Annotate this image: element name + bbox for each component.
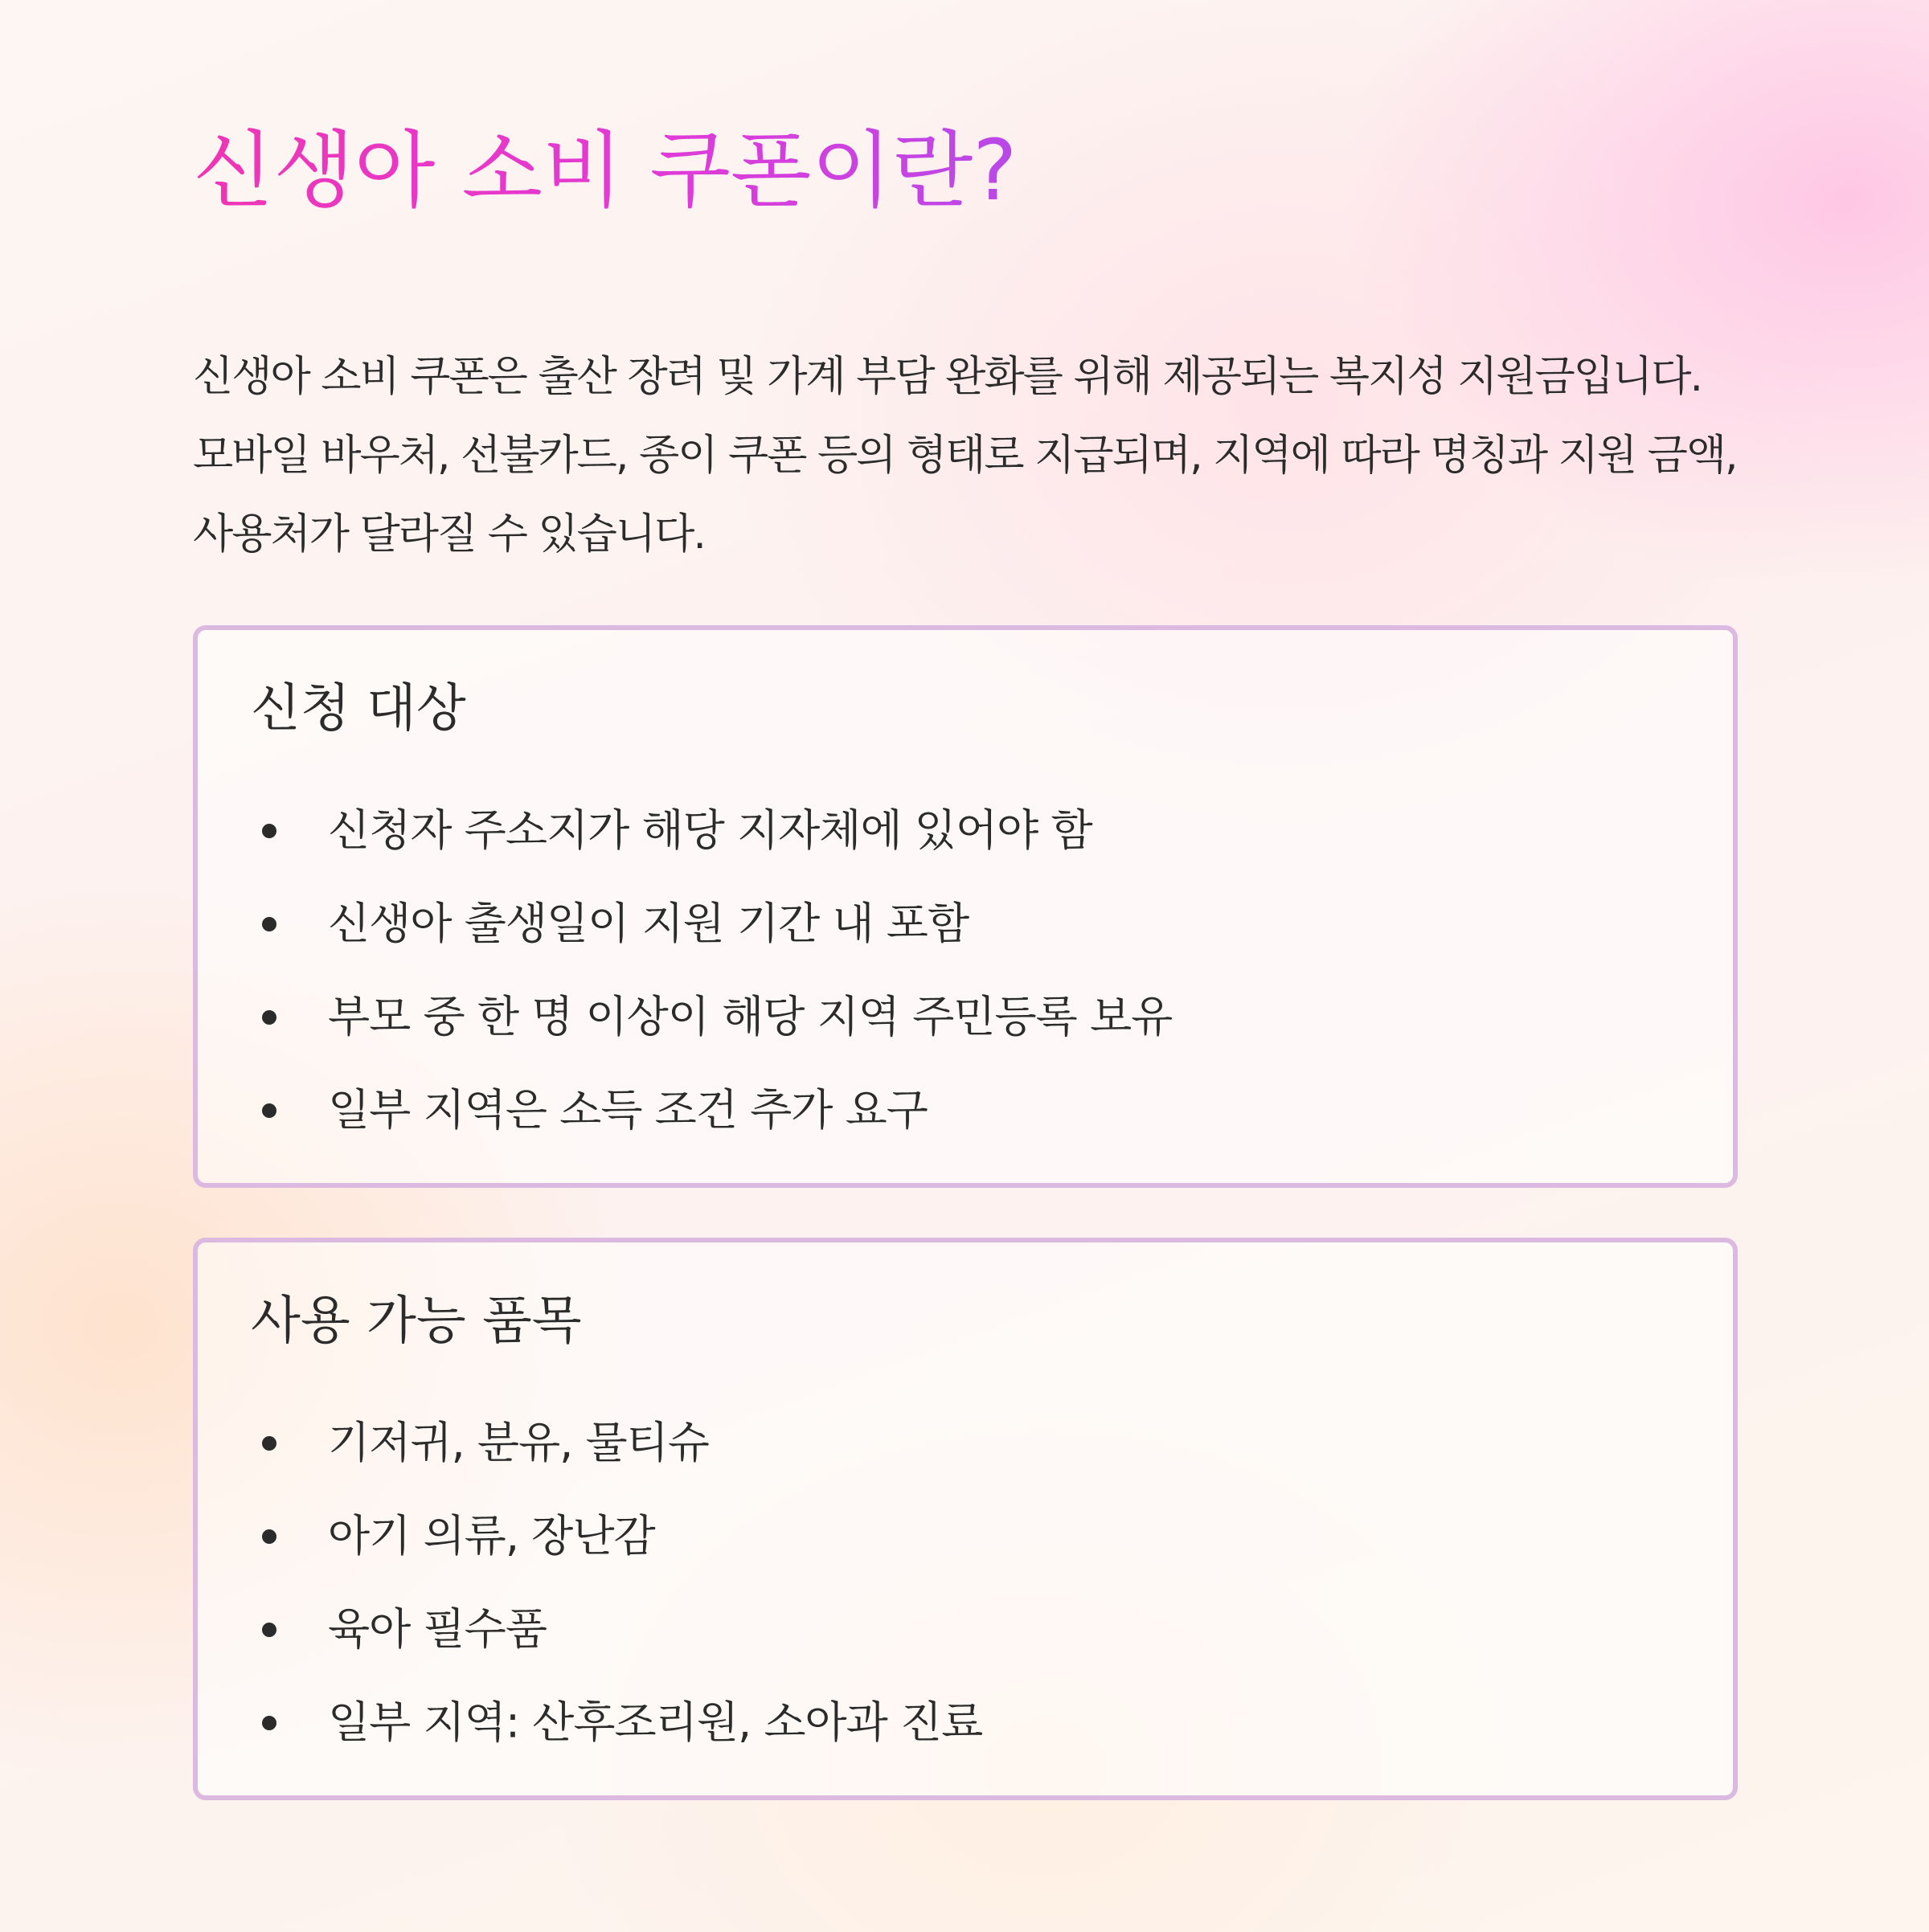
bullet-icon bbox=[262, 1436, 276, 1451]
list-item-text: 일부 지역: 산후조리원, 소아과 진료 bbox=[328, 1697, 983, 1748]
bullet-icon bbox=[262, 917, 276, 931]
list-item-text: 신청자 주소지가 해당 지자체에 있어야 함 bbox=[328, 804, 1092, 856]
intro-paragraph: 신생아 소비 쿠폰은 출산 장려 및 가계 부담 완화를 위해 제공되는 복지성 지원금입니다. 모바일 바우처, 선불카드, 종이 쿠폰 등의 형태로 지급되며, 지역에 따라 명칭과 지원 금액, 사용처가 달라질 수 있습니다. bbox=[193, 353, 1737, 559]
eligibility-heading: 신청 대상 bbox=[251, 679, 466, 739]
list-item-text: 신생아 출생일이 지원 기간 내 포함 bbox=[328, 898, 969, 949]
bullet-icon bbox=[262, 1623, 276, 1637]
usable-items-heading: 사용 가능 품목 bbox=[251, 1291, 582, 1351]
list-item-text: 기저귀, 분유, 물티슈 bbox=[328, 1417, 709, 1468]
bullet-icon bbox=[262, 824, 276, 838]
list-item-text: 일부 지역은 소득 조건 추가 요구 bbox=[328, 1084, 928, 1136]
list-item-text: 부모 중 한 명 이상이 해당 지역 주민등록 보유 bbox=[328, 991, 1173, 1042]
bullet-icon bbox=[262, 1529, 276, 1544]
usable-items-card bbox=[193, 1238, 1738, 1800]
list-item-text: 아기 의류, 장난감 bbox=[328, 1510, 655, 1562]
bullet-icon bbox=[262, 1010, 276, 1025]
bullet-icon bbox=[262, 1716, 276, 1730]
page-title: 신생아 소비 쿠폰이란? bbox=[193, 121, 1018, 219]
list-item-text: 육아 필수품 bbox=[328, 1603, 547, 1655]
bullet-icon bbox=[262, 1103, 276, 1118]
eligibility-card bbox=[193, 625, 1738, 1188]
